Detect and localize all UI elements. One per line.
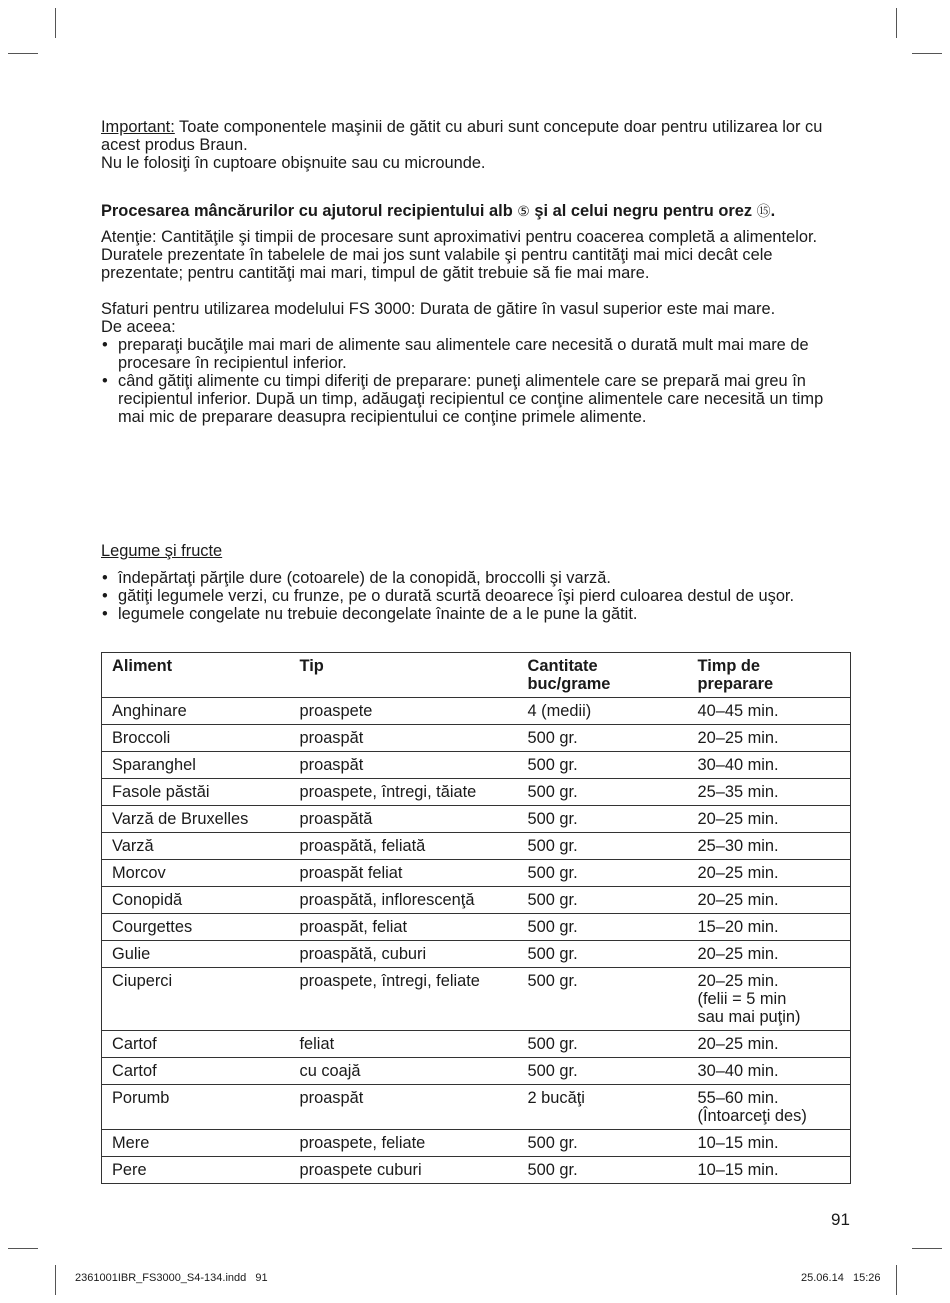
crop-mark (8, 53, 38, 54)
table-row (102, 1130, 851, 1157)
cell-tip: proaspăt (290, 752, 518, 779)
header-timp: Timp de preparare (688, 653, 851, 698)
footer-file: 2361001IBR_FS3000_S4-134.indd 91 (75, 1272, 268, 1284)
cell-tip: proaspătă, cuburi (290, 941, 518, 968)
table-row (102, 968, 851, 1031)
table-row (102, 725, 851, 752)
cell-timp: 55–60 min. (Întoarceţi des) (688, 1085, 851, 1130)
circled-number-15: ⑮ (756, 203, 771, 219)
cell-tip: proaspete cuburi (290, 1157, 518, 1184)
vegetables-title: Legume şi fructe (101, 542, 223, 560)
attention-note: Atenţie: Cantităţile şi timpii de procesare sunt aproximativi pentru coacerea completă a alimentelor. Duratele prezentate în tabelele de mai jos sunt valabile şi pentru cantităţi mai mici decât cele prezentate; pentru cantităţi mai mari, timpul de gătit trebuie să fie mai mare. (101, 228, 818, 282)
cell-timp: 30–40 min. (688, 1058, 851, 1085)
heading-end: . (770, 202, 776, 220)
important-note (101, 118, 851, 172)
table-row (102, 779, 851, 806)
cell-tip: proaspete (290, 698, 518, 725)
cell-timp: 40–45 min. (688, 698, 851, 725)
table-row (102, 1058, 851, 1085)
crop-mark (8, 1248, 38, 1249)
cell-aliment: Cartof (102, 1031, 290, 1058)
crop-mark (912, 53, 942, 54)
table-row (102, 833, 851, 860)
cell-cantitate: 500 gr. (518, 1157, 688, 1184)
cell-timp: 25–35 min. (688, 779, 851, 806)
footer-date: 25.06.14 15:26 (801, 1272, 881, 1284)
cell-aliment: Conopidă (102, 887, 290, 914)
table-row (102, 806, 851, 833)
cell-aliment: Broccoli (102, 725, 290, 752)
cell-timp: 10–15 min. (688, 1157, 851, 1184)
cell-aliment: Sparanghel (102, 752, 290, 779)
cell-tip: proaspăt feliat (290, 860, 518, 887)
page-number: 91 (831, 1210, 850, 1229)
crop-mark (912, 1248, 942, 1249)
header-cantitate: Cantitate buc/grame (518, 653, 688, 698)
table-row (102, 1031, 851, 1058)
cell-cantitate: 500 gr. (518, 752, 688, 779)
cell-timp: 15–20 min. (688, 914, 851, 941)
cell-tip: proaspete, întregi, tăiate (290, 779, 518, 806)
important-text: Toate componentele maşinii de gătit cu aburi sunt concepute doar pentru utilizarea lor cu acest produs Braun. (101, 118, 823, 154)
cell-tip: cu coajă (290, 1058, 518, 1085)
cell-aliment: Fasole păstăi (102, 779, 290, 806)
crop-mark (896, 1265, 897, 1295)
table-row (102, 698, 851, 725)
important-line2: Nu le folosiţi în cuptoare obişnuite sau cu microunde. (101, 154, 486, 172)
important-label: Important: (101, 118, 175, 136)
cell-cantitate: 500 gr. (518, 725, 688, 752)
cell-cantitate: 2 bucăţi (518, 1085, 688, 1130)
cell-timp: 30–40 min. (688, 752, 851, 779)
cell-cantitate: 500 gr. (518, 941, 688, 968)
cooking-times-table (101, 652, 851, 1184)
cell-tip: proaspete, feliate (290, 1130, 518, 1157)
list-item: • îndepărtaţi părţile dure (cotoarele) de la conopidă, broccolli şi varză. (101, 569, 861, 587)
cell-cantitate: 500 gr. (518, 968, 688, 1031)
table-body (102, 698, 851, 1184)
cell-timp: 25–30 min. (688, 833, 851, 860)
cell-timp: 20–25 min. (688, 806, 851, 833)
cell-timp: 20–25 min. (688, 725, 851, 752)
cell-aliment: Cartof (102, 1058, 290, 1085)
processing-heading (101, 202, 851, 220)
header-aliment: Aliment (102, 653, 290, 698)
cell-cantitate: 500 gr. (518, 1130, 688, 1157)
cell-tip: feliat (290, 1031, 518, 1058)
cell-cantitate: 500 gr. (518, 779, 688, 806)
cell-cantitate: 500 gr. (518, 860, 688, 887)
tips-line1: Sfaturi pentru utilizarea modelului FS 3000: Durata de gătire în vasul superior este mai mare. (101, 300, 776, 318)
crop-mark (55, 1265, 56, 1295)
cell-cantitate: 500 gr. (518, 833, 688, 860)
cell-aliment: Varză (102, 833, 290, 860)
cell-timp: 20–25 min. (688, 860, 851, 887)
list-item: • gătiţi legumele verzi, cu frunze, pe o durată scurtă deoarece îşi pierd culoarea destul de uşor. (101, 587, 861, 605)
cell-tip: proaspăt, feliat (290, 914, 518, 941)
cell-aliment: Courgettes (102, 914, 290, 941)
list-item: • legumele congelate nu trebuie decongelate înainte de a le pune la gătit. (101, 605, 861, 623)
table-row (102, 1085, 851, 1130)
circled-number-5: ⑤ (517, 203, 530, 219)
cell-aliment: Anghinare (102, 698, 290, 725)
crop-mark (55, 8, 56, 38)
cell-timp: 20–25 min. (688, 1031, 851, 1058)
list-item: • preparaţi bucăţile mai mari de alimente sau alimentele care necesită o durată mult mai mare de procesare în recipientul inferior. (101, 336, 851, 372)
tips-list (101, 336, 851, 426)
cell-timp: 20–25 min. (688, 887, 851, 914)
cell-timp: 20–25 min. (688, 941, 851, 968)
cell-tip: proaspete, întregi, feliate (290, 968, 518, 1031)
table-row (102, 752, 851, 779)
cell-cantitate: 500 gr. (518, 1058, 688, 1085)
cell-timp: 20–25 min. (felii = 5 min sau mai puţin) (688, 968, 851, 1031)
header-tip: Tip (290, 653, 518, 698)
main-content (101, 118, 851, 426)
cell-cantitate: 500 gr. (518, 806, 688, 833)
tips-block (101, 300, 851, 426)
cell-tip: proaspătă, inflorescenţă (290, 887, 518, 914)
cell-tip: proaspătă, feliată (290, 833, 518, 860)
table-row (102, 887, 851, 914)
cell-tip: proaspătă (290, 806, 518, 833)
cell-timp: 10–15 min. (688, 1130, 851, 1157)
crop-mark (896, 8, 897, 38)
table-row (102, 860, 851, 887)
cell-aliment: Morcov (102, 860, 290, 887)
heading-part2: şi al celui negru pentru orez (529, 202, 757, 220)
table-row (102, 941, 851, 968)
cell-cantitate: 4 (medii) (518, 698, 688, 725)
tips-line2: De aceea: (101, 318, 176, 336)
cell-aliment: Gulie (102, 941, 290, 968)
table-row (102, 914, 851, 941)
cell-aliment: Varză de Bruxelles (102, 806, 290, 833)
heading-part1: Procesarea mâncărurilor cu ajutorul recipientului alb (101, 202, 518, 220)
cell-tip: proaspăt (290, 725, 518, 752)
cell-aliment: Pere (102, 1157, 290, 1184)
cell-cantitate: 500 gr. (518, 1031, 688, 1058)
cell-aliment: Porumb (102, 1085, 290, 1130)
cell-cantitate: 500 gr. (518, 887, 688, 914)
cell-aliment: Ciuperci (102, 968, 290, 1031)
vegetables-list (101, 569, 861, 623)
cell-cantitate: 500 gr. (518, 914, 688, 941)
table-header-row (102, 653, 851, 698)
cell-tip: proaspăt (290, 1085, 518, 1130)
cell-aliment: Mere (102, 1130, 290, 1157)
table-row (102, 1157, 851, 1184)
list-item: • când gătiţi alimente cu timpi diferiţi de preparare: puneţi alimentele care se prepară mai greu în recipientul inferior. După un timp, adăugaţi recipientul ce conţine alimentele care necesită un timp mai mic de preparare deasupra recipientului ce conţine primele alimente. (101, 372, 851, 426)
